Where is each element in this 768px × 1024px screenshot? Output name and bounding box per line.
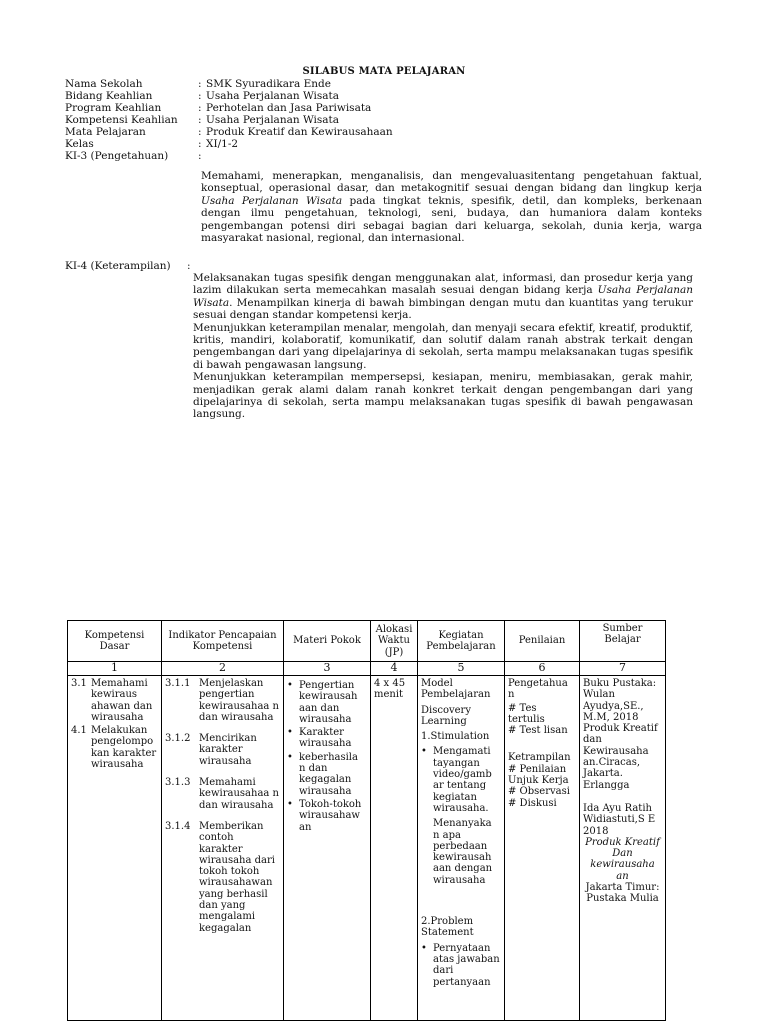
header-cell: Sumber Belajar (580, 621, 666, 662)
info-value: Usaha Perjalanan Wisata (206, 114, 340, 126)
header-cell: Indikator Pencapaian Kompetensi (162, 621, 284, 662)
ki3-text-a: Memahami, menerapkan, menganalisis, dan mengevaluasitentang pengetahuan faktual, konseptual, operasional dasar, dan metakognitif sesuai dengan bidang dan lingkup kerja (201, 170, 702, 195)
kegiatan-problem: 2.Problem Statement (421, 916, 474, 939)
header-cell: Penilaian (505, 621, 580, 662)
info-value: Produk Kreatif dan Kewirausahaan (206, 126, 393, 138)
alokasi-text: 4 x 45 menit (374, 678, 406, 701)
info-label: Mata Pelajaran (65, 126, 146, 138)
ki3-text-italic: Usaha Perjalanan Wisata (201, 194, 343, 207)
sumber-book-1: Buku Pustaka: Wulan Ayudya,SE., M.M, 2018 Produk Kreatif dan Kewirausaha an.Ciracas, Jakarta. Erlangga (583, 678, 658, 791)
penilaian-pengetahuan: Pengetahua n (508, 678, 568, 701)
penilaian-keterampilan: Ketrampilan (508, 752, 571, 764)
info-label: Bidang Keahlian (65, 90, 153, 102)
document-title: SILABUS MATA PELAJARAN (302, 66, 466, 77)
kegiatan-text: Pernyataan atas jawaban dari pertanyaan (433, 942, 500, 988)
materi-item (287, 727, 367, 750)
ki4-paragraphs (193, 272, 693, 421)
bullet-icon: • (287, 680, 293, 691)
kegiatan-discovery: Discovery Learning (421, 704, 471, 727)
info-colon: : (198, 78, 202, 90)
header-cell: Alokasi Waktu (JP) (371, 621, 418, 662)
penilaian-item: # Diskusi (508, 797, 557, 809)
sumber-book-2-author: Ida Ayu Ratih Widiastuti,S E 2018 (583, 802, 656, 837)
column-number: 5 (418, 662, 505, 676)
materi-item (287, 752, 367, 797)
identity-block (65, 78, 715, 162)
materi-text: keberhasila n dan kegagalan wirausaha (299, 751, 358, 797)
materi-cell (284, 676, 371, 1021)
indikator-text: Memberikan contoh karakter wirausaha dari tokoh tokoh wirausahawan yang berhasil dan yang mengalami kegagalan (199, 820, 275, 934)
penilaian-cell (505, 676, 580, 1021)
kegiatan-stimulation: 1.Stimulation (421, 731, 490, 743)
info-colon: : (198, 114, 202, 126)
bullet-icon: • (287, 727, 293, 739)
kd-item (71, 678, 158, 723)
kegiatan-model: Model Pembelajaran (421, 678, 491, 701)
kd-cell (68, 676, 162, 1021)
info-label: Program Keahlian (65, 102, 162, 114)
column-number: 2 (162, 662, 284, 676)
materi-text: Tokoh-tokoh wirausahaw an (299, 798, 362, 833)
ki3-text-b: pada tingkat teknis, spesifik, detil, dan kompleks, berkenaan dengan ilmu pengetahuan, teknologi, seni, budaya, dan humaniora dalam konteks pengembangan potensi diri sebagai bagian dari keluarga, sekolah, dunia kerja, warga masyarakat nasional, regional, dan internasional. (201, 194, 702, 245)
kegiatan-text-continued: Menanyaka n apa perbedaan kewirausah aan dengan wirausaha (433, 818, 493, 886)
kegiatan-item (421, 943, 501, 988)
ki4-label: KI-4 (Keterampilan) (65, 260, 171, 272)
ki4-paragraph-3: Menunjukkan keterampilan mempersepsi, kesiapan, meniru, membiasakan, gerak mahir, menjadikan gerak alami dalam ranah konkret terkait dengan pengembangan dari yang dipelajarinya di sekolah, serta mampu melaksanakan tugas spesifik di bawah pengawasan langsung. (193, 371, 693, 421)
indikator-item (165, 777, 280, 811)
indikator-item (165, 678, 280, 723)
info-colon: : (198, 102, 202, 114)
info-colon: : (198, 150, 202, 162)
table-number-row (68, 662, 666, 676)
kd-text: Melakukan pengelompo kan karakter wirausaha (91, 725, 157, 771)
info-row-competency (65, 114, 715, 126)
ki4-paragraph-1 (193, 272, 693, 322)
bullet-icon: • (421, 942, 427, 954)
info-label: Kompetensi Keahlian (65, 114, 178, 126)
penilaian-item: # Tes tertulis (508, 702, 545, 725)
ki4-paragraph-2: Menunjukkan keterampilan menalar, mengolah, dan menyaji secara efektif, kreatif, produktif, kritis, mandiri, kolaboratif, komunikatif, dan solutif dalam ranah abstrak terkait dengan pengembangan dari yang dipelajarinya di sekolah, serta mampu melaksanakan tugas spesifik di bawah pengawasan langsung. (193, 321, 693, 371)
indikator-item (165, 821, 280, 934)
column-number: 1 (68, 662, 162, 676)
info-colon: : (198, 90, 202, 102)
materi-item (287, 680, 367, 725)
bullet-icon: • (287, 798, 293, 810)
materi-item (287, 799, 367, 833)
indikator-cell (162, 676, 284, 1021)
info-value: Usaha Perjalanan Wisata (206, 90, 340, 102)
bullet-icon: • (287, 751, 293, 763)
info-label: KI-3 (Pengetahuan) (65, 150, 169, 162)
syllabus-table (67, 620, 666, 1021)
kegiatan-cell (418, 676, 505, 1021)
sumber-book-2-publisher: Jakarta Timur: Pustaka Mulia (585, 882, 660, 905)
column-number: 7 (580, 662, 666, 676)
header-cell: Kompetensi Dasar (68, 621, 162, 662)
indikator-number: 3.1.1 (165, 678, 191, 689)
info-row-program (65, 102, 715, 114)
ki4-colon: : (187, 260, 191, 272)
indikator-number: 3.1.3 (165, 777, 191, 789)
info-row-class (65, 138, 715, 150)
info-colon: : (198, 138, 202, 150)
indikator-text: Menjelaskan pengertian kewirausahaa n dan wirausaha (199, 678, 279, 723)
info-row-school (65, 78, 715, 90)
sumber-cell (580, 676, 666, 1021)
indikator-item (165, 733, 280, 767)
header-cell: Kegiatan Pembelajaran (418, 621, 505, 662)
info-label: Kelas (65, 138, 94, 150)
penilaian-item: # Penilaian Unjuk Kerja (508, 763, 569, 787)
indikator-text: Mencirikan karakter wirausaha (199, 733, 257, 767)
info-colon: : (198, 126, 202, 138)
bullet-icon: • (421, 746, 427, 758)
alokasi-cell (371, 676, 418, 1021)
column-number: 4 (371, 662, 418, 676)
kegiatan-item (421, 746, 501, 814)
column-number: 3 (284, 662, 371, 676)
penilaian-item: # Test lisan (508, 725, 568, 737)
ki4-label-row (65, 260, 191, 272)
sumber-book-2-title: Produk Kreatif Dan kewirausaha an (585, 836, 660, 882)
info-value: XI/1-2 (206, 138, 239, 150)
info-row-field (65, 90, 715, 102)
info-value: Perhotelan dan Jasa Pariwisata (206, 102, 372, 114)
ki4-p1-b: . Menampilkan kinerja di bawah bimbingan dengan mutu dan kuantitas yang terukur sesuai dengan standar kompetensi kerja. (193, 296, 693, 322)
table-row (68, 676, 666, 1021)
info-row-subject (65, 126, 715, 138)
kd-number: 4.1 (71, 725, 87, 737)
info-value: SMK Syuradikara Ende (206, 78, 331, 90)
kd-number: 3.1 (71, 678, 87, 689)
indikator-number: 3.1.4 (165, 820, 191, 832)
header-cell: Materi Pokok (284, 621, 371, 662)
kd-text: Memahami kewiraus ahawan dan wirausaha (91, 678, 153, 723)
kegiatan-text: Mengamati tayangan video/gamb ar tentang kegiatan wirausaha. (433, 746, 492, 814)
ki4-p1-italic: Usaha Perjalanan Wisata (193, 284, 693, 309)
indikator-text: Memahami kewirausahaa n dan wirausaha (199, 777, 279, 811)
column-number: 6 (505, 662, 580, 676)
indikator-number: 3.1.2 (165, 733, 191, 745)
ki3-paragraph (201, 170, 702, 244)
ki4-p1-a: Melaksanakan tugas spesifik dengan menggunakan alat, informasi, dan prosedur kerja yang lazim dilakukan serta memecahkan masalah sesuai dengan bidang kerja (193, 272, 693, 297)
kd-item (71, 725, 158, 770)
info-row-ki3 (65, 150, 715, 162)
table-header-row (68, 621, 666, 662)
penilaian-item: # Observasi (508, 786, 570, 798)
materi-text: Pengertian kewirausah aan dan wirausaha (299, 680, 358, 725)
materi-text: Karakter wirausaha (299, 727, 352, 750)
info-label: Nama Sekolah (65, 78, 143, 90)
